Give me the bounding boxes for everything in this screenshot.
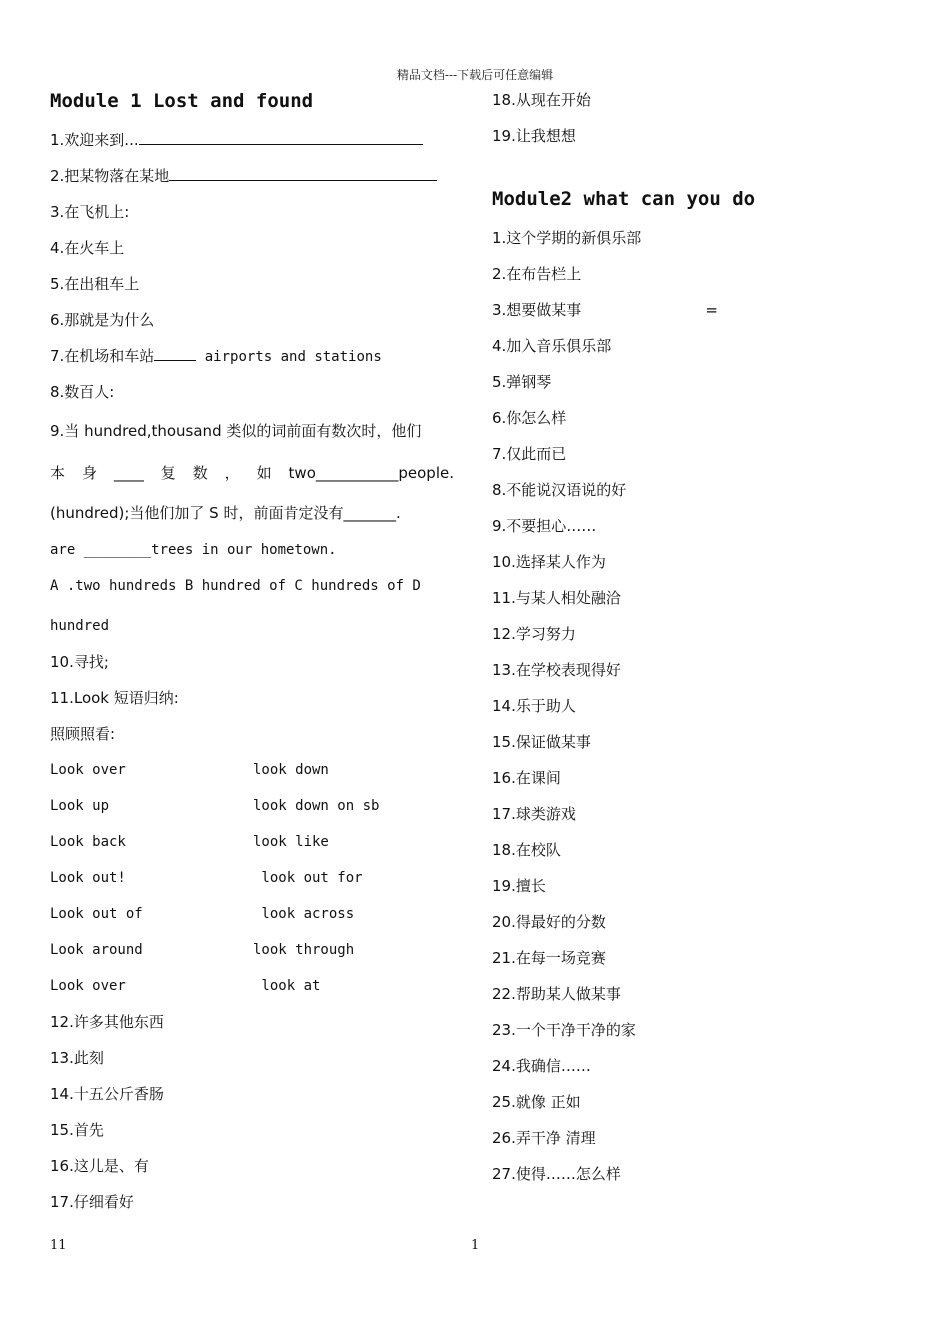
item-9-options: A .two hundreds B hundred of C hundreds of D [50,578,421,594]
module2-item: 9.不要担心…… [492,517,597,535]
item-17: 17.仔细看好 [50,1193,134,1211]
module2-item: 20.得最好的分数 [492,913,606,931]
module2-item: 18.在校队 [492,841,561,859]
item-11-subtitle: 照顾照看: [50,725,116,743]
module2-item: 16.在课间 [492,769,561,787]
item-12: 12.许多其他东西 [50,1013,164,1031]
module2-item: 10.选择某人作为 [492,553,606,571]
look-row: Look up look down on sb [50,798,380,814]
footer-left: 11 [50,1238,67,1253]
look-row: Look around look through [50,942,355,958]
module2-item: 5.弹钢琴 [492,373,552,391]
module2-item: 1.这个学期的新俱乐部 [492,229,642,247]
item-8: 8.数百人: [50,383,115,401]
left-column [50,88,460,1226]
look-row: Look back look like [50,834,329,850]
item-9-line3: (hundred);当他们加了 S 时，前面肯定没有_______. [50,504,401,522]
item-10: 10.寻找; [50,653,109,671]
module2-item: 6.你怎么样 [492,409,567,427]
item-9-option-d: hundred [50,618,110,634]
item-11: 11.Look 短语归纳: [50,689,179,707]
look-row: Look over look down [50,762,329,778]
module2-item: 15.保证做某事 [492,733,591,751]
module2-item: 27.使得……怎么样 [492,1165,621,1183]
module2-item: 13.在学校表现得好 [492,661,621,679]
equals-sign: = [705,301,718,319]
item-2: 2.把某物落在某地 [50,164,460,200]
module2-list [492,226,912,1198]
page-header: 精品文档---下载后可任意编辑 [396,68,554,82]
item-9: 9.当 hundred,thousand 类似的词前面有数次时，他们 [50,422,422,440]
item-19: 19.让我想想 [492,127,576,145]
look-row: Look over look at [50,978,321,994]
item-9-line2: 本 身 ____ 复 数 ， 如 two___________people. [50,464,454,482]
module2-item: 24.我确信…… [492,1057,591,1075]
item-6: 6.那就是为什么 [50,311,155,329]
look-row: Look out! look out for [50,870,363,886]
item-1: 1.欢迎来到... [50,128,460,164]
module2-item: 8.不能说汉语说的好 [492,481,627,499]
module1-title: Module 1 Lost and found [50,90,314,112]
item-9-line4: are ________trees in our hometown. [50,542,337,558]
module2-item: 2.在布告栏上 [492,265,582,283]
module2-item: 12.学习努力 [492,625,576,643]
item-7: 7.在机场和车站 airports and stations [50,347,382,365]
module2-item: 3.想要做某事 = [492,301,718,319]
module2-item: 22.帮助某人做某事 [492,985,621,1003]
item-5: 5.在出租车上 [50,275,140,293]
page-number: 1 [471,1238,480,1253]
item-3: 3.在飞机上: [50,203,130,221]
item-4: 4.在火车上 [50,239,125,257]
module2-item: 21.在每一场竞赛 [492,949,606,967]
look-row: Look out of look across [50,906,355,922]
module2-item: 25.就像 正如 [492,1093,581,1111]
module2-item: 17.球类游戏 [492,805,576,823]
module2-item: 4.加入音乐俱乐部 [492,337,612,355]
right-column [492,88,912,1198]
module2-item: 14.乐于助人 [492,697,576,715]
item-16: 16.这儿是、有 [50,1157,149,1175]
module2-item: 19.擅长 [492,877,546,895]
item-13: 13.此刻 [50,1049,104,1067]
module2-item: 23.一个干净干净的家 [492,1021,636,1039]
item-15: 15.首先 [50,1121,104,1139]
module2-title: Module2 what can you do [492,188,756,210]
module2-item: 7.仅此而已 [492,445,567,463]
item-18: 18.从现在开始 [492,91,591,109]
module2-item: 11.与某人相处融洽 [492,589,621,607]
item-14: 14.十五公斤香肠 [50,1085,164,1103]
module2-item: 26.弄干净 清理 [492,1129,596,1147]
